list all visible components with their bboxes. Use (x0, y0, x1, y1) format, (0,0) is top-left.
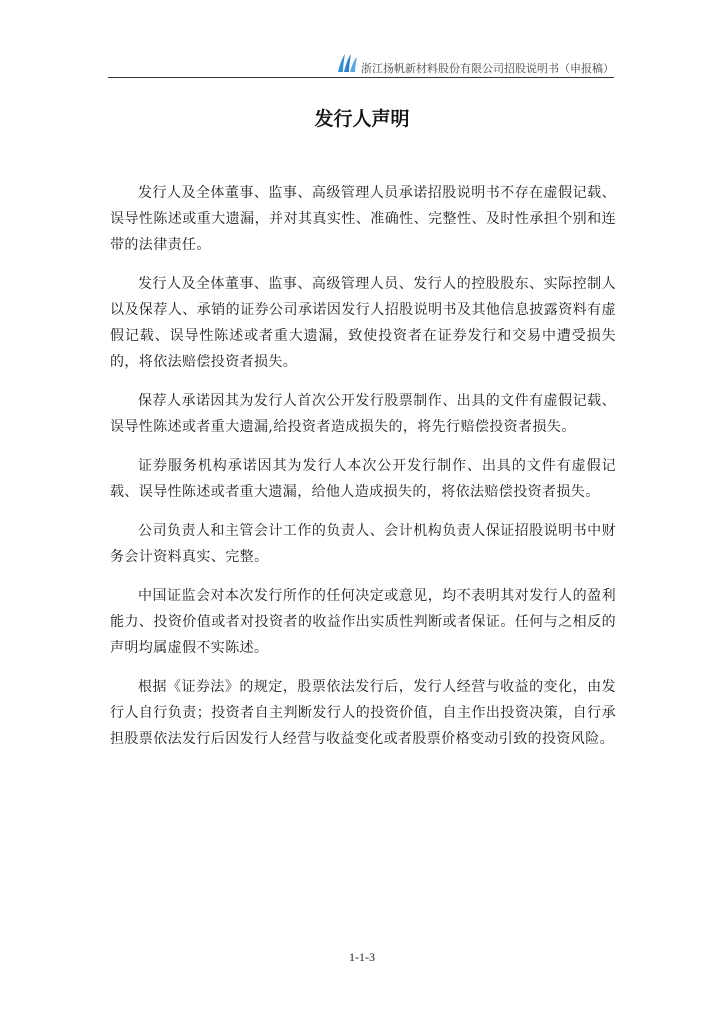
page-header (108, 52, 614, 78)
page-number: 1-1-3 (349, 950, 375, 964)
header-title: 浙江扬帆新材料股份有限公司招股说明书（申报稿） (361, 62, 614, 75)
paragraph: 证券服务机构承诺因其为发行人本次公开发行制作、出具的文件有虚假记载、误导性陈述或者重大遗漏，给他人造成损失的，将依法赔偿投资者损失。 (110, 458, 616, 500)
page-title: 发行人声明 (314, 108, 410, 130)
paragraph: 发行人及全体董事、监事、高级管理人员、发行人的控股股东、实际控制人以及保荐人、承销的证券公司承诺因发行人招股说明书及其他信息披露资料有虚假记载、误导性陈述或者重大遗漏，致使投资者在证券发行和交易中遭受损失的，将依法赔偿投资者损失。 (110, 276, 616, 370)
paragraph: 根据《证券法》的规定，股票依法发行后，发行人经营与收益的变化，由发行人自行负责；投资者自主判断发行人的投资价值，自主作出投资决策，自行承担股票依法发行后因发行人经营与收益变化或者股票价格变动引致的投资风险。 (110, 679, 616, 747)
header-divider (108, 77, 614, 78)
declaration-body (110, 180, 616, 765)
paragraph: 保荐人承诺因其为发行人首次公开发行股票制作、出具的文件有虚假记载、误导性陈述或者重大遗漏,给投资者造成损失的，将先行赔偿投资者损失。 (110, 393, 616, 435)
company-logo-icon (336, 52, 358, 74)
paragraph: 中国证监会对本次发行所作的任何决定或意见，均不表明其对发行人的盈利能力、投资价值或者对投资者的收益作出实质性判断或者保证。任何与之相反的声明均属虚假不实陈述。 (110, 588, 616, 656)
paragraph: 发行人及全体董事、监事、高级管理人员承诺招股说明书不存在虚假记载、误导性陈述或重大遗漏，并对其真实性、准确性、完整性、及时性承担个别和连带的法律责任。 (110, 185, 616, 253)
paragraph: 公司负责人和主管会计工作的负责人、会计机构负责人保证招股说明书中财务会计资料真实、完整。 (110, 523, 616, 565)
